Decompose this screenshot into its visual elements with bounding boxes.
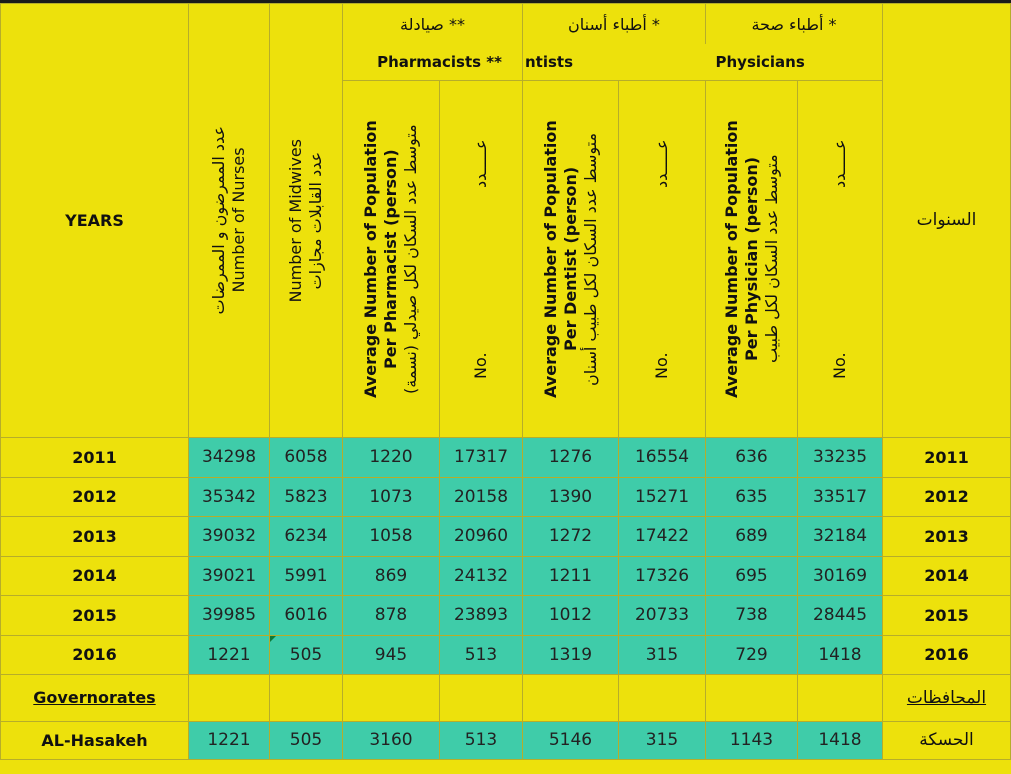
governorates-label-en-text: Governorates xyxy=(33,688,156,707)
dentist-average-cell[interactable]: 5146 xyxy=(523,721,619,759)
nurses-cell[interactable]: 35342 xyxy=(189,477,270,516)
empty-cell[interactable] xyxy=(440,674,523,721)
physician-count-header[interactable] xyxy=(798,80,883,437)
nurses-cell[interactable]: 39985 xyxy=(189,595,270,635)
dentist-count-cell[interactable]: 16554 xyxy=(619,437,706,477)
midwives-header[interactable] xyxy=(270,4,343,438)
midwives-cell[interactable]: 5991 xyxy=(270,556,343,595)
empty-cell[interactable] xyxy=(189,674,270,721)
dentist-average-cell[interactable]: 1390 xyxy=(523,477,619,516)
physician-count-cell[interactable]: 32184 xyxy=(798,516,883,556)
pharmacist-count-header[interactable] xyxy=(440,80,523,437)
dentists-group-en[interactable]: ntists xyxy=(523,44,706,80)
table-row xyxy=(1,556,1011,595)
empty-cell[interactable] xyxy=(343,674,440,721)
dentist-count-en: No. xyxy=(652,351,671,379)
pharmacist-average-ar: متوسط عدد السكان لكل صيدلي (نسمة) xyxy=(401,123,420,394)
year-cell-en[interactable]: 2012 xyxy=(1,477,189,516)
governorates-label-en[interactable] xyxy=(1,674,189,721)
dentist-average-cell[interactable]: 1272 xyxy=(523,516,619,556)
governorates-label-ar[interactable] xyxy=(883,674,1011,721)
year-cell-en[interactable]: 2013 xyxy=(1,516,189,556)
pharmacist-average-en: Average Number of Population Per Pharmacist (person) xyxy=(361,119,400,398)
dentist-average-en: Average Number of Population Per Dentist (person) xyxy=(540,119,580,398)
cell-comment-marker xyxy=(270,636,276,642)
table-row xyxy=(1,437,1011,477)
nurses-cell[interactable]: 34298 xyxy=(189,437,270,477)
nurses-cell[interactable]: 39032 xyxy=(189,516,270,556)
pharmacist-count-cell[interactable]: 23893 xyxy=(440,595,523,635)
dentist-average-ar: متوسط عدد السكان لكل طبيب أسنان xyxy=(580,131,600,386)
pharmacist-average-header[interactable] xyxy=(343,80,440,437)
governorate-name-en[interactable]: AL-Hasakeh xyxy=(1,721,189,759)
year-cell-ar[interactable]: 2014 xyxy=(883,556,1011,595)
years-header-en[interactable]: YEARS xyxy=(1,4,189,438)
midwives-cell[interactable]: 6058 xyxy=(270,437,343,477)
pharmacists-group-en[interactable]: Pharmacists ** xyxy=(343,44,523,80)
nurses-cell[interactable]: 1221 xyxy=(189,721,270,759)
year-cell-en[interactable]: 2011 xyxy=(1,437,189,477)
physician-average-cell[interactable]: 635 xyxy=(706,477,798,516)
midwives-cell[interactable]: 6016 xyxy=(270,595,343,635)
pharmacist-count-cell[interactable]: 513 xyxy=(440,721,523,759)
table-row xyxy=(1,721,1011,759)
dentist-average-cell[interactable]: 1012 xyxy=(523,595,619,635)
pharmacist-average-cell[interactable]: 878 xyxy=(343,595,440,635)
pharmacist-average-cell[interactable]: 1073 xyxy=(343,477,440,516)
governorates-label-ar-text: المحافظات xyxy=(906,687,987,708)
physician-count-cell[interactable]: 30169 xyxy=(798,556,883,595)
midwives-cell[interactable]: 5823 xyxy=(270,477,343,516)
physician-average-cell[interactable]: 738 xyxy=(706,595,798,635)
pharmacist-count-cell[interactable]: 20158 xyxy=(440,477,523,516)
pharmacist-average-cell[interactable]: 945 xyxy=(343,635,440,674)
pharmacist-count-ar: عـــــدد xyxy=(471,138,490,188)
dentist-average-cell[interactable]: 1276 xyxy=(523,437,619,477)
physician-count-cell[interactable]: 28445 xyxy=(798,595,883,635)
pharmacists-group-ar[interactable]: صيادلة ** xyxy=(343,4,523,45)
physician-average-cell[interactable]: 636 xyxy=(706,437,798,477)
midwives-cell[interactable]: 6234 xyxy=(270,516,343,556)
table-row xyxy=(1,477,1011,516)
nurses-header-en: Number of Nurses xyxy=(229,147,248,293)
pharmacist-average-cell[interactable]: 3160 xyxy=(343,721,440,759)
dentist-count-cell[interactable]: 20733 xyxy=(619,595,706,635)
pharmacist-count-cell[interactable]: 20960 xyxy=(440,516,523,556)
dentist-average-cell[interactable]: 1319 xyxy=(523,635,619,674)
year-cell-ar[interactable]: 2012 xyxy=(883,477,1011,516)
midwives-cell[interactable]: 505 xyxy=(270,721,343,759)
physician-average-cell[interactable]: 695 xyxy=(706,556,798,595)
empty-cell[interactable] xyxy=(270,674,343,721)
dentist-count-cell[interactable]: 315 xyxy=(619,635,706,674)
physician-average-header[interactable] xyxy=(706,80,798,437)
pharmacist-count-cell[interactable]: 24132 xyxy=(440,556,523,595)
dentist-average-header[interactable] xyxy=(523,80,619,437)
pharmacist-count-en: No. xyxy=(471,351,490,379)
table-row xyxy=(1,595,1011,635)
midwives-header-ar: عدد القابلات مجازات xyxy=(306,151,325,290)
table-row xyxy=(1,516,1011,556)
table-row xyxy=(1,635,1011,674)
physician-count-cell[interactable]: 33517 xyxy=(798,477,883,516)
physician-average-cell[interactable]: 1143 xyxy=(706,721,798,759)
governorate-name-ar[interactable]: الحسكة xyxy=(883,721,1011,759)
nurses-header-ar: عدد الممرضون و الممرضات xyxy=(209,126,228,315)
year-cell-en[interactable]: 2016 xyxy=(1,635,189,674)
year-cell-en[interactable]: 2014 xyxy=(1,556,189,595)
physician-average-cell[interactable]: 689 xyxy=(706,516,798,556)
physician-count-en: No. xyxy=(830,351,849,379)
pharmacist-count-cell[interactable]: 17317 xyxy=(440,437,523,477)
nurses-header[interactable] xyxy=(189,4,270,438)
dentist-count-cell[interactable]: 17422 xyxy=(619,516,706,556)
empty-cell[interactable] xyxy=(706,674,798,721)
year-cell-ar[interactable]: 2011 xyxy=(883,437,1011,477)
health-staff-table xyxy=(0,3,1011,760)
physician-count-cell[interactable]: 1418 xyxy=(798,721,883,759)
physicians-group-ar[interactable]: أطباء صحة * xyxy=(706,4,883,45)
physician-count-cell[interactable]: 1418 xyxy=(798,635,883,674)
midwives-cell[interactable]: 505 xyxy=(270,635,343,674)
pharmacist-average-cell[interactable]: 1058 xyxy=(343,516,440,556)
year-cell-ar[interactable]: 2016 xyxy=(883,635,1011,674)
empty-cell[interactable] xyxy=(619,674,706,721)
physician-average-cell[interactable]: 729 xyxy=(706,635,798,674)
nurses-cell[interactable]: 1221 xyxy=(189,635,270,674)
nurses-cell[interactable]: 39021 xyxy=(189,556,270,595)
dentist-count-cell[interactable]: 15271 xyxy=(619,477,706,516)
physician-count-cell[interactable]: 33235 xyxy=(798,437,883,477)
empty-cell[interactable] xyxy=(523,674,619,721)
pharmacist-average-cell[interactable]: 1220 xyxy=(343,437,440,477)
pharmacist-average-cell[interactable]: 869 xyxy=(343,556,440,595)
physician-average-ar: متوسط عدد السكان لكل طبيب xyxy=(761,154,781,363)
dentist-count-ar: عـــــدد xyxy=(652,138,671,188)
year-cell-en[interactable]: 2015 xyxy=(1,595,189,635)
year-cell-ar[interactable]: 2015 xyxy=(883,595,1011,635)
pharmacist-count-cell[interactable]: 513 xyxy=(440,635,523,674)
governorates-row xyxy=(1,674,1011,721)
years-header-ar[interactable]: السنوات xyxy=(883,4,1011,438)
dentist-average-cell[interactable]: 1211 xyxy=(523,556,619,595)
empty-cell[interactable] xyxy=(798,674,883,721)
dentist-count-cell[interactable]: 315 xyxy=(619,721,706,759)
midwives-header-en: Number of Midwives xyxy=(286,138,305,302)
dentist-count-header[interactable] xyxy=(619,80,706,437)
physician-average-en: Average Number of Population Per Physician (person) xyxy=(721,119,761,398)
dentists-group-ar[interactable]: أطباء أسنان * xyxy=(523,4,706,45)
year-cell-ar[interactable]: 2013 xyxy=(883,516,1011,556)
physician-count-ar: عـــــدد xyxy=(830,138,849,188)
dentist-count-cell[interactable]: 17326 xyxy=(619,556,706,595)
physicians-group-en[interactable]: Physicians xyxy=(706,44,883,80)
